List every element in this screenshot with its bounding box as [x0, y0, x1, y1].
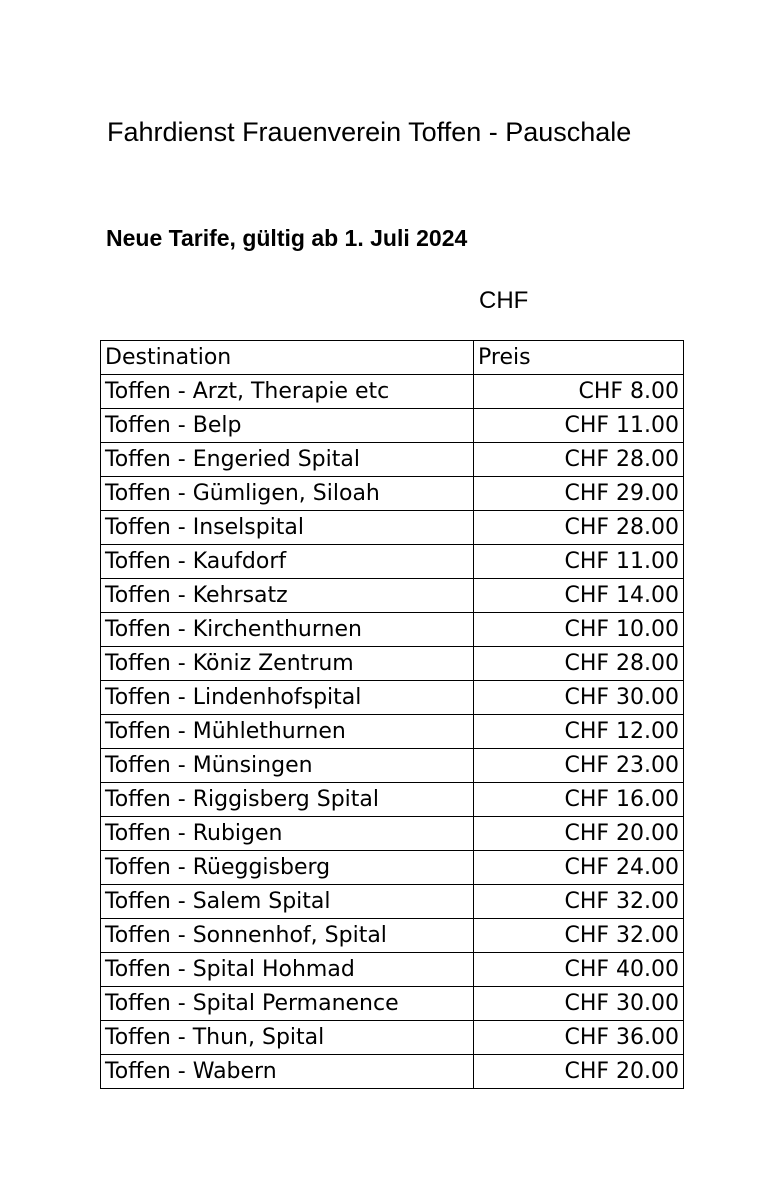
price-cell: CHF 16.00: [474, 783, 684, 817]
table-row: [101, 613, 684, 647]
price-cell: CHF 11.00: [474, 545, 684, 579]
price-cell: CHF 28.00: [474, 647, 684, 681]
price-cell: CHF 40.00: [474, 953, 684, 987]
price-cell: CHF 23.00: [474, 749, 684, 783]
table-row: [101, 1021, 684, 1055]
destination-cell: Toffen - Inselspital: [101, 511, 474, 545]
table-row: [101, 545, 684, 579]
table-row: [101, 783, 684, 817]
price-cell: CHF 28.00: [474, 511, 684, 545]
destination-cell: Toffen - Thun, Spital: [101, 1021, 474, 1055]
destination-cell: Toffen - Rubigen: [101, 817, 474, 851]
table-row: [101, 817, 684, 851]
table-row: [101, 443, 684, 477]
price-cell: CHF 10.00: [474, 613, 684, 647]
destination-cell: Toffen - Engeried Spital: [101, 443, 474, 477]
price-cell: CHF 28.00: [474, 443, 684, 477]
table-row: [101, 885, 684, 919]
table-row: [101, 647, 684, 681]
destination-cell: Toffen - Lindenhofspital: [101, 681, 474, 715]
destination-cell: Toffen - Kirchenthurnen: [101, 613, 474, 647]
price-cell: CHF 14.00: [474, 579, 684, 613]
header-destination: Destination: [101, 341, 474, 375]
price-cell: CHF 12.00: [474, 715, 684, 749]
tariff-table-body: [101, 375, 684, 1089]
table-row: [101, 851, 684, 885]
price-cell: CHF 32.00: [474, 885, 684, 919]
document-title: Fahrdienst Frauenverein Toffen - Pauschale: [107, 117, 632, 147]
table-row: [101, 953, 684, 987]
destination-cell: Toffen - Belp: [101, 409, 474, 443]
table-row: [101, 511, 684, 545]
destination-cell: Toffen - Münsingen: [101, 749, 474, 783]
currency-label: CHF: [479, 287, 529, 314]
destination-cell: Toffen - Riggisberg Spital: [101, 783, 474, 817]
price-cell: CHF 24.00: [474, 851, 684, 885]
price-cell: CHF 29.00: [474, 477, 684, 511]
price-cell: CHF 20.00: [474, 1055, 684, 1089]
price-cell: CHF 11.00: [474, 409, 684, 443]
table-row: [101, 681, 684, 715]
destination-cell: Toffen - Kehrsatz: [101, 579, 474, 613]
table-row: [101, 409, 684, 443]
table-row: [101, 579, 684, 613]
table-row: [101, 1055, 684, 1089]
price-cell: CHF 30.00: [474, 987, 684, 1021]
price-cell: CHF 30.00: [474, 681, 684, 715]
destination-cell: Toffen - Köniz Zentrum: [101, 647, 474, 681]
table-row: [101, 477, 684, 511]
tariff-table: [100, 340, 684, 1089]
price-cell: CHF 8.00: [474, 375, 684, 409]
destination-cell: Toffen - Salem Spital: [101, 885, 474, 919]
destination-cell: Toffen - Spital Permanence: [101, 987, 474, 1021]
destination-cell: Toffen - Wabern: [101, 1055, 474, 1089]
document-subtitle: Neue Tarife, gültig ab 1. Juli 2024: [106, 225, 468, 251]
table-header-row: [101, 341, 684, 375]
table-row: [101, 375, 684, 409]
destination-cell: Toffen - Spital Hohmad: [101, 953, 474, 987]
table-row: [101, 987, 684, 1021]
header-price: Preis: [474, 341, 684, 375]
destination-cell: Toffen - Sonnenhof, Spital: [101, 919, 474, 953]
destination-cell: Toffen - Kaufdorf: [101, 545, 474, 579]
price-cell: CHF 32.00: [474, 919, 684, 953]
table-row: [101, 749, 684, 783]
price-cell: CHF 36.00: [474, 1021, 684, 1055]
price-cell: CHF 20.00: [474, 817, 684, 851]
table-row: [101, 715, 684, 749]
table-row: [101, 919, 684, 953]
destination-cell: Toffen - Arzt, Therapie etc: [101, 375, 474, 409]
destination-cell: Toffen - Rüeggisberg: [101, 851, 474, 885]
destination-cell: Toffen - Mühlethurnen: [101, 715, 474, 749]
destination-cell: Toffen - Gümligen, Siloah: [101, 477, 474, 511]
